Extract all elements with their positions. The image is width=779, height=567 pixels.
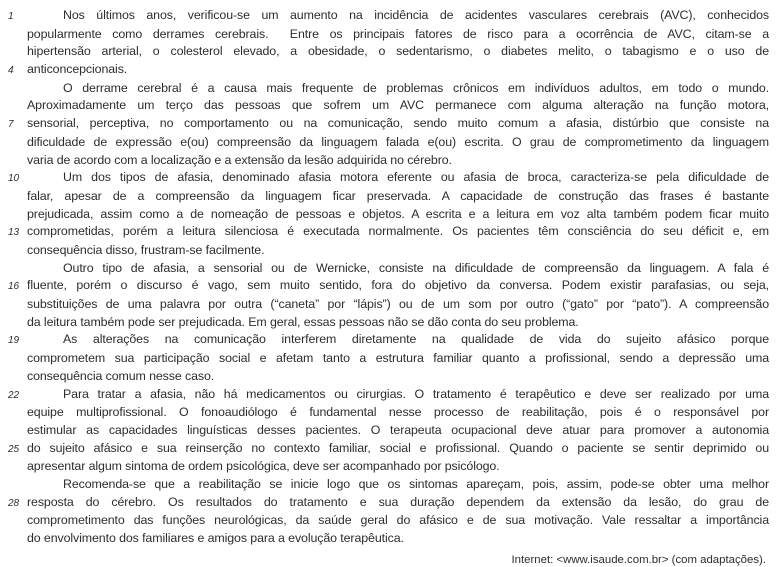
text-line: [8, 296, 769, 314]
text-line: [8, 223, 769, 242]
text-line: [8, 97, 769, 115]
line-text: As alterações na comunicação interferem diretamente na qualidade de vida do sujeito afásico porque: [63, 332, 769, 347]
line-number: 25: [8, 443, 20, 455]
line-number: 28: [8, 497, 20, 509]
text-line: [8, 188, 769, 206]
line-text: Um dos tipos de afasia, denominado afasia motora eferente ou afasia de broca, caracteriza-se pela dificuldade de: [63, 170, 769, 185]
line-number: 4: [8, 65, 14, 77]
line-text: consequência disso, frustram-se facilmente.: [27, 243, 265, 258]
line-text: estimular as capacidades linguísticas desses pacientes. O terapeuta ocupacional deve atuar para promover a autonomia: [27, 422, 769, 437]
text-line: [8, 26, 769, 44]
line-text: resposta do cérebro. Os resultados do tratamento e sua duração dependem da extensão da lesão, do grau de: [27, 494, 769, 509]
line-number: 1: [8, 11, 14, 22]
line-number: 7: [8, 119, 14, 131]
line-text: do sujeito afásico e sua reinserção no contexto familiar, social e profissional. Quando o paciente se sentir deprimido ou: [27, 440, 769, 455]
text-line: [8, 115, 769, 134]
text-line: [8, 368, 769, 386]
text-line: [8, 314, 769, 332]
text-line: [8, 512, 769, 530]
line-text: Outro tipo de afasia, a sensorial ou de Wernicke, consiste na dificuldade de compreensão da linguagem. A fala é: [63, 260, 769, 275]
line-text: comprometimento das funções neurológicas, da saúde geral do afásico e de sua motivação. Vale ressaltar a importância: [27, 513, 769, 528]
line-number: 10: [8, 173, 20, 185]
line-text: varia de acordo com a localização e a extensão da lesão adquirida no cérebro.: [27, 152, 452, 167]
line-text: Aproximadamente um terço das pessoas que sofrem um AVC permanece com alguma alteração na função motora,: [27, 98, 769, 113]
text-line: [8, 169, 769, 188]
line-text: Recomenda-se que a reabilitação se inicie logo que os sintomas apareçam, pois, assim, pode-se obter uma melhor: [63, 477, 769, 492]
line-text: apresentar algum sintoma de ordem psicológica, deve ser acompanhado por psicólogo.: [27, 459, 500, 474]
text-line: [8, 134, 769, 152]
line-text: fluente, porém o discurso é vago, sem muito sentido, fora do objetivo da conversa. Podem existir parafasias, ou seja,: [27, 278, 769, 293]
text-line: [8, 386, 769, 405]
text-line: [8, 350, 769, 368]
text-line: [8, 530, 769, 548]
line-text: falar, apesar de a compreensão da linguagem ficar preservada. A capacidade de construção das frases é bastante: [27, 188, 769, 203]
line-text: sensorial, perceptiva, no comportamento ou na comunicação, sendo muito comum a afasia, distúrbio que consiste na: [27, 116, 769, 131]
line-text: comprometidas, porém a leitura silenciosa é executada normalmente. Os pacientes têm consciência do seu déficit e, em: [27, 224, 769, 239]
line-text: dificuldade de expressão e(ou) compreensão da linguagem falada e(ou) escrita. O grau de comprometimento da linguagem: [27, 134, 769, 149]
line-text: comprometem sua participação social e afetam tanto a estrutura familiar quanto a profissional, sendo a depressão uma: [27, 351, 769, 366]
line-text: Para tratar a afasia, não há medicamentos ou cirurgias. O tratamento é terapêutico e deve ser realizado por uma: [63, 386, 769, 401]
text-line: [8, 242, 769, 260]
line-text: do envolvimento dos familiares e amigos para a evolução terapêutica.: [27, 531, 404, 546]
text-line: [8, 206, 769, 224]
text-line: [8, 494, 769, 513]
line-text: anticoncepcionais.: [27, 62, 128, 77]
line-text: equipe multiprofissional. O fonoaudiólogo é fundamental nesse processo de reabilitação, pois é o responsável por: [27, 405, 769, 420]
text-line: [8, 7, 769, 26]
text-line: [8, 61, 769, 80]
line-text: hipertensão arterial, o colesterol elevado, a obesidade, o sedentarismo, o diabetes melito, o tabagismo e o uso de: [27, 44, 769, 59]
line-text: substituições de uma palavra por outra (“caneta” por “lápis”) ou de um som por outro (“gato” por “pato”). A compreensão: [27, 297, 769, 312]
line-text: popularmente como derrames cerebrais. Entre os principais fatores de risco para a ocorrência de AVC, citam-se a: [27, 26, 769, 41]
text-line: [8, 458, 769, 476]
line-text: da leitura também pode ser prejudicada. Em geral, essas pessoas não se dão conta do seu problema.: [27, 314, 579, 329]
text-line: [8, 476, 769, 494]
text-line: [8, 440, 769, 459]
text-line: [8, 43, 769, 61]
text-line: [8, 331, 769, 350]
line-text: consequência comum nesse caso.: [27, 368, 215, 383]
text-line: [8, 80, 769, 98]
text-line: [8, 422, 769, 440]
text-line: [8, 277, 769, 296]
line-text: prejudicada, assim como a de nomeação de pessoas e objetos. A escrita e a leitura em voz alta também podem ficar muito: [27, 206, 769, 221]
text-lines: [8, 7, 769, 548]
line-number: 13: [8, 227, 20, 239]
text-line: [8, 404, 769, 422]
line-number: 16: [8, 281, 20, 293]
text-line: [8, 152, 769, 170]
line-text: Nos últimos anos, verificou-se um aumento na incidência de acidentes vasculares cerebrais (AVC), conhecidos: [63, 8, 769, 22]
text-line: [8, 260, 769, 278]
line-number: 19: [8, 335, 20, 347]
source-citation: Internet: <www.isaude.com.br> (com adaptações).: [511, 553, 766, 566]
line-number: 22: [8, 389, 20, 401]
line-text: O derrame cerebral é a causa mais frequente de problemas crônicos em indivíduos adultos, em todo o mundo.: [63, 80, 769, 95]
